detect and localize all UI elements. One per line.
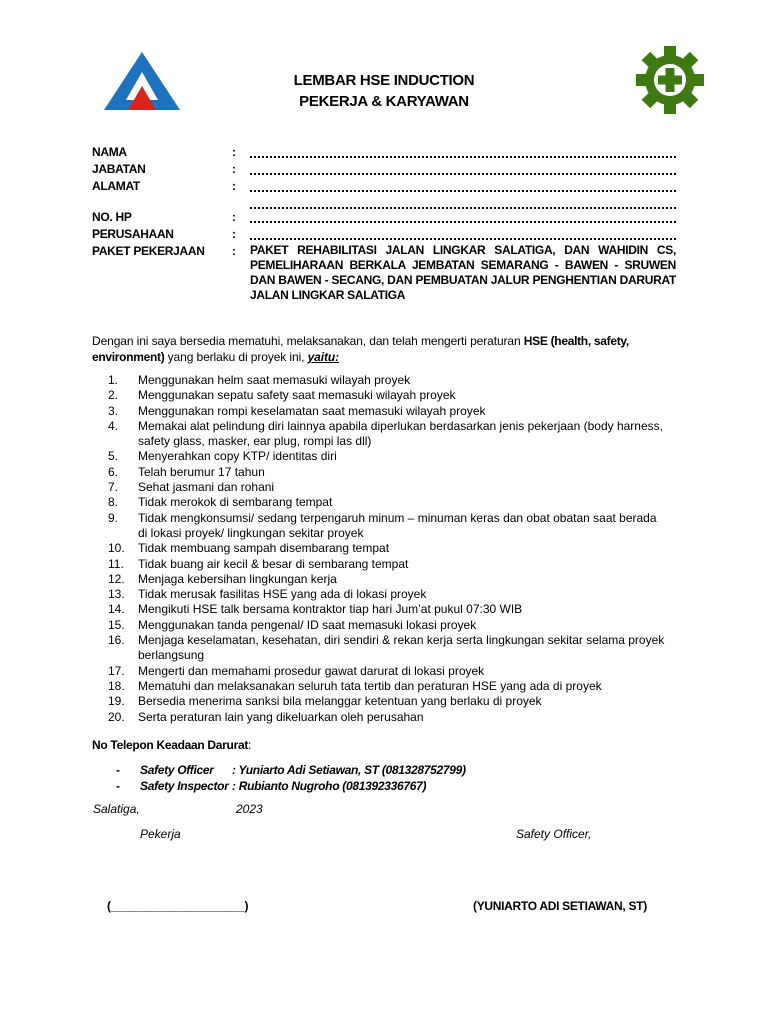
rule-number: 3. (108, 403, 119, 418)
rule-text: Memakai alat pelindung diri lainnya apabila diperlukan berdasarkan jenis pekerjaan (body harness, safety glass, masker, ear plug, rompi las dll) (138, 418, 663, 449)
intro-hse-term: HSE (health, safety, environment) (92, 334, 629, 364)
form-row-paket-pekerjaan (92, 243, 676, 303)
rule-number: 19. (108, 694, 125, 709)
signatory-safety-officer-label: Safety Officer, (516, 827, 592, 841)
rule-item (108, 449, 668, 464)
field-label-nama: NAMA (92, 145, 127, 159)
form-row-nama (92, 144, 676, 161)
contact-row-safety-inspector (116, 778, 466, 794)
form-row-jabatan (92, 161, 676, 178)
rule-text: Mengikuti HSE talk bersama kontraktor tiap hari Jum’at pukul 07:30 WIB (138, 602, 523, 617)
rule-text: Tidak buang air kecil & besar di sembarang tempat (138, 556, 409, 571)
field-colon: : (232, 145, 236, 159)
triangle-logo-icon (102, 50, 182, 112)
rule-item (108, 373, 668, 388)
field-label-empty (92, 195, 232, 209)
field-colon: : (232, 162, 236, 176)
rule-item (108, 404, 668, 419)
rule-text: Bersedia menerima sanksi bila melanggar ketentuan yang berlaku di proyek (138, 694, 542, 709)
rule-number: 12. (108, 571, 125, 586)
rule-number: 15. (108, 617, 125, 632)
no-hp-blank-line[interactable] (250, 209, 676, 226)
field-label-no-hp: NO. HP (92, 210, 132, 224)
field-label-perusahaan: PERUSAHAAN (92, 227, 174, 241)
perusahaan-blank-line[interactable] (250, 226, 676, 243)
title-line-1: LEMBAR HSE INDUCTION (293, 72, 475, 89)
rule-text: Sehat jasmani dan rohani (138, 480, 275, 495)
document-title (200, 70, 568, 112)
contact-value: : Yuniarto Adi Setiawan, ST (081328752799) (232, 763, 466, 777)
field-colon: : (232, 210, 236, 224)
rule-item (108, 465, 668, 480)
alamat-blank-line-2[interactable] (250, 195, 676, 209)
rule-item (108, 694, 668, 709)
rule-number: 11. (108, 556, 124, 571)
rule-text: Mengerti dan memahami prosedur gawat darurat di lokasi proyek (138, 663, 485, 678)
rule-text: Menjaga keselamatan, kesehatan, diri sendiri & rekan kerja serta lingkungan sekitar selama proyek berlangsung (138, 633, 665, 663)
rule-item (108, 618, 668, 633)
rule-item (108, 572, 668, 587)
contact-bullet: - (116, 779, 120, 793)
intro-yaitu: yaitu: (307, 350, 340, 364)
rule-item (108, 388, 668, 403)
contact-role: Safety Officer (140, 763, 214, 777)
rule-number: 1. (108, 373, 119, 387)
rule-item (108, 557, 668, 572)
field-label-alamat: ALAMAT (92, 179, 140, 193)
emergency-contacts (116, 762, 466, 794)
form-row-alamat (92, 178, 676, 195)
paket-pekerjaan-value: PAKET REHABILITASI JALAN LINGKAR SALATIGA, DAN WAHIDIN CS, PEMELIHARAAN BERKALA JEMBATAN SEMARANG - BAWEN - SRUWEN DAN BAWEN - SECANG, DAN PEMBUATAN JALUR PENGHENTIAN DARURAT JALAN LINGKAR SALATIGA (250, 243, 676, 302)
signing-place: Salatiga, (93, 802, 140, 816)
rule-item (108, 633, 668, 664)
rule-number: 9. (108, 510, 119, 525)
safety-officer-name: (YUNIARTO ADI SETIAWAN, ST) (473, 899, 647, 913)
rule-number: 17. (108, 663, 125, 678)
field-label-paket-pekerjaan: PAKET PEKERJAAN (92, 244, 205, 258)
rule-item (108, 480, 668, 495)
form-row-perusahaan (92, 226, 676, 243)
rules-list (108, 373, 668, 725)
rule-number: 5. (108, 449, 119, 464)
rule-number: 7. (108, 480, 119, 495)
rule-text: Menggunakan helm saat memasuki wilayah proyek (138, 373, 411, 387)
title-line-2: PEKERJA & KARYAWAN (299, 93, 469, 110)
rule-text: Serta peraturan lain yang dikeluarkan oleh perusahan (138, 709, 424, 724)
rule-item (108, 419, 668, 450)
rule-item (108, 664, 668, 679)
rule-number: 6. (108, 464, 119, 479)
form-row-no-hp (92, 209, 676, 226)
rule-number: 18. (108, 678, 125, 693)
field-colon: : (232, 179, 236, 193)
signatory-worker-label: Pekerja (140, 827, 181, 841)
rule-number: 16. (108, 633, 125, 648)
rule-text: Tidak merusak fasilitas HSE yang ada di lokasi proyek (138, 587, 427, 602)
identity-form (92, 144, 676, 303)
field-label-jabatan: JABATAN (92, 162, 146, 176)
intro-text-before: Dengan ini saya bersedia mematuhi, melaksanakan, dan telah mengerti peraturan (92, 334, 524, 348)
field-colon: : (232, 227, 236, 241)
rule-number: 10. (108, 541, 125, 556)
intro-text-after: yang berlaku di proyek ini, (164, 350, 308, 364)
rule-text: Tidak merokok di sembarang tempat (138, 495, 333, 510)
contact-role: Safety Inspector (140, 779, 229, 793)
field-colon: : (232, 244, 236, 258)
rule-text: Menggunakan tanda pengenal/ ID saat memasuki lokasi proyek (138, 617, 477, 632)
alamat-blank-line[interactable] (250, 178, 676, 195)
contact-value: : Rubianto Nugroho (081392336767) (232, 779, 427, 793)
rule-item (108, 602, 668, 617)
rule-item (108, 587, 668, 602)
rule-number: 13. (108, 587, 125, 602)
rule-text: Tidak membuang sampah disembarang tempat (138, 541, 390, 556)
nama-blank-line[interactable] (250, 144, 676, 161)
safety-gear-cross-icon (632, 46, 708, 114)
rule-number: 20. (108, 709, 125, 724)
rule-number: 2. (108, 388, 119, 403)
rule-item (108, 495, 668, 510)
rule-item (108, 679, 668, 694)
rule-item (108, 541, 668, 556)
rule-text: Menggunakan rompi keselamatan saat memasuki wilayah proyek (138, 403, 486, 418)
rule-text: Menggunakan sepatu safety saat memasuki wilayah proyek (138, 388, 456, 403)
rule-text: Tidak mengkonsumsi/ sedang terpengaruh minum – minuman keras dan obat obatan saat berada di lokasi proyek/ lingkungan sekitar proyek (138, 510, 657, 540)
rule-text: Menyerahkan copy KTP/ identitas diri (138, 449, 337, 464)
field-colon-empty (232, 195, 250, 209)
rule-text: Telah berumur 17 tahun (138, 464, 265, 479)
emergency-phone-heading (92, 738, 251, 752)
emergency-title-text: No Telepon Keadaan Darurat (92, 738, 249, 752)
rule-number: 8. (108, 495, 119, 510)
worker-signature-line[interactable]: (____________________) (107, 899, 249, 913)
contact-row-safety-officer (116, 762, 466, 778)
contact-bullet: - (116, 763, 120, 777)
signing-year: 2023 (236, 802, 263, 816)
rule-number: 14. (108, 602, 125, 617)
rule-text: Mematuhi dan melaksanakan seluruh tata tertib dan peraturan HSE yang ada di proyek (138, 678, 602, 693)
rule-number: 4. (108, 418, 119, 433)
declaration-paragraph (92, 333, 652, 365)
rule-item (108, 710, 668, 725)
rule-text: Menjaga kebersihan lingkungan kerja (138, 571, 337, 586)
form-row-alamat-continued (92, 195, 676, 209)
emergency-title-colon: : (248, 738, 252, 752)
jabatan-blank-line[interactable] (250, 161, 676, 178)
rule-item (108, 511, 668, 542)
